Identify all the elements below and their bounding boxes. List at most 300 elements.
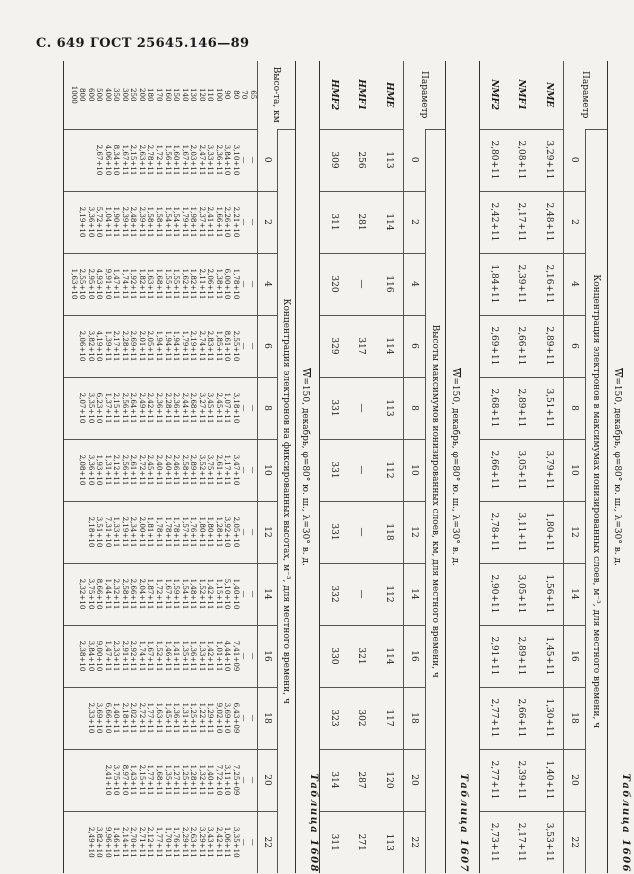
table1608-col-header: 0 bbox=[258, 129, 278, 191]
table-cell: 1,94+11 bbox=[154, 330, 164, 362]
table-cell: 2,66+11 bbox=[480, 439, 508, 501]
table1606-col-header: 16 bbox=[564, 625, 586, 687]
table-cell: 1,80+11 bbox=[536, 501, 564, 563]
table-cell: 2,89+11 bbox=[536, 315, 564, 377]
table-cell: 2,32+10 bbox=[78, 578, 88, 610]
table-cell: 1,36+11 bbox=[172, 702, 182, 734]
table-cell: 2,39+11 bbox=[120, 206, 130, 238]
table-cell: 2,04+11 bbox=[137, 578, 147, 610]
table-cell: 1,46+11 bbox=[112, 826, 122, 858]
table-cell: 6,00+10 bbox=[223, 268, 233, 300]
value-column bbox=[64, 811, 258, 873]
table-cell: 3,43+11 bbox=[206, 826, 216, 858]
table-cell: 1,58+11 bbox=[146, 206, 156, 238]
table-cell: 2,44+11 bbox=[180, 392, 190, 424]
table-cell: — bbox=[240, 652, 250, 660]
table-cell: 117 bbox=[376, 687, 404, 749]
param-name: HMF2 bbox=[320, 61, 348, 129]
table-cell: 331 bbox=[320, 501, 348, 563]
table-cell: 3,35+10 bbox=[231, 826, 241, 858]
table-cell: 2,14+11 bbox=[120, 826, 130, 858]
table-cell: 1,68+11 bbox=[154, 764, 164, 796]
table-cell: 311 bbox=[320, 191, 348, 253]
height-value: 160 bbox=[163, 87, 173, 102]
table-cell: 1,60+11 bbox=[172, 144, 182, 176]
table-cell: 9,96+10 bbox=[103, 826, 113, 858]
table1606-col-header: 4 bbox=[564, 253, 586, 315]
table-1607-header-row bbox=[426, 61, 446, 873]
table-1607-param-header: Параметр bbox=[404, 61, 446, 129]
table1608-col-header: 20 bbox=[258, 749, 278, 811]
table1606-col-header: 22 bbox=[564, 811, 586, 873]
table-1607-col-row bbox=[404, 61, 426, 873]
table-cell: 1,70+11 bbox=[163, 826, 173, 858]
value-column bbox=[64, 501, 258, 563]
table-cell: 2,16+11 bbox=[536, 253, 564, 315]
table-cell: 1,25+11 bbox=[180, 764, 190, 796]
table-1608-param-header: Высо-та, км bbox=[258, 61, 296, 129]
table-cell: 3,11+11 bbox=[508, 501, 536, 563]
value-list bbox=[78, 627, 257, 686]
table-cell: 3,05+11 bbox=[508, 563, 536, 625]
table1607-col-header: 10 bbox=[404, 439, 426, 501]
table-cell: 6,43+09 bbox=[231, 702, 241, 734]
value-column bbox=[64, 687, 258, 749]
table-cell: — bbox=[348, 501, 376, 563]
height-value: 110 bbox=[206, 87, 216, 102]
table-cell: 2,42+11 bbox=[480, 191, 508, 253]
value-column bbox=[64, 563, 258, 625]
table-cell: 1,39+11 bbox=[103, 330, 113, 362]
table-cell: 1,78+11 bbox=[163, 516, 173, 548]
page-header: С. 649 ГОСТ 25645.146—89 bbox=[36, 36, 250, 51]
value-list bbox=[78, 379, 257, 438]
table-cell: 2,70+11 bbox=[129, 826, 139, 858]
height-value: 150 bbox=[172, 87, 182, 102]
value-list bbox=[86, 813, 257, 873]
table-cell: 2,69+11 bbox=[129, 330, 139, 362]
table1607-col-header: 16 bbox=[404, 625, 426, 687]
table1607-col-header: 6 bbox=[404, 315, 426, 377]
table-cell: — bbox=[348, 377, 376, 439]
table1606-col-header: 14 bbox=[564, 563, 586, 625]
height-value: 120 bbox=[197, 87, 207, 102]
table-cell: 2,41+11 bbox=[206, 206, 216, 238]
param-name: NMF2 bbox=[480, 61, 508, 129]
table-cell: 2,68+11 bbox=[480, 377, 508, 439]
table-cell: 1,43+11 bbox=[129, 764, 139, 796]
table-cell: 2,78+11 bbox=[146, 144, 156, 176]
table-cell: — bbox=[240, 342, 250, 350]
table-cell: 2,67+10 bbox=[95, 144, 105, 176]
table-cell: 1,31+11 bbox=[103, 454, 113, 486]
table-cell: 3,18+10 bbox=[231, 392, 241, 424]
table-1608-subtitle-rest: =150, декабрь, φ=80° ю. ш., λ=30° в. д. bbox=[300, 377, 310, 566]
table-cell: 2,77+11 bbox=[480, 749, 508, 811]
table-1608-subtitle bbox=[300, 61, 310, 873]
table-cell: 2,42+11 bbox=[214, 826, 224, 858]
table1608-col-header: 2 bbox=[258, 191, 278, 253]
table-cell: — bbox=[240, 466, 250, 474]
table-cell: 113 bbox=[376, 377, 404, 439]
table-cell: 323 bbox=[320, 687, 348, 749]
table-cell: 1,80+11 bbox=[206, 516, 216, 548]
table-cell: 1,42+11 bbox=[206, 578, 216, 610]
value-list bbox=[86, 689, 257, 748]
table-cell: 1,33+11 bbox=[112, 516, 122, 548]
table-cell: — bbox=[240, 404, 250, 412]
param-name: NMF1 bbox=[516, 79, 527, 111]
table-cell: 1,78+10 bbox=[231, 268, 241, 300]
table-cell: 1,52+11 bbox=[197, 578, 207, 610]
param-name: HMF1 bbox=[356, 79, 367, 111]
table-cell: 8,61+10 bbox=[223, 330, 233, 362]
table-cell: 1,66+11 bbox=[214, 206, 224, 238]
value-list bbox=[78, 193, 257, 252]
table-cell: 1,27+11 bbox=[172, 764, 182, 796]
table-cell: 1,47+11 bbox=[112, 268, 122, 300]
table-cell: 2,92+11 bbox=[129, 640, 139, 672]
table-cell: 2,15+11 bbox=[137, 764, 147, 796]
height-value: 170 bbox=[154, 87, 164, 102]
table-cell: 2,12+11 bbox=[146, 826, 156, 858]
table-cell: 3,84+10 bbox=[86, 640, 96, 672]
table-cell: 2,64+11 bbox=[129, 392, 139, 424]
table-cell: 3,45+11 bbox=[206, 392, 216, 424]
height-value: 800 bbox=[78, 87, 88, 102]
table-cell: 112 bbox=[376, 439, 404, 501]
table-cell: 2,17+11 bbox=[508, 811, 536, 873]
table-cell: 2,36+11 bbox=[172, 392, 182, 424]
table-cell: 2,48+11 bbox=[129, 206, 139, 238]
table-cell: 2,36+11 bbox=[214, 144, 224, 176]
table-cell: — bbox=[249, 776, 258, 784]
table-cell: 2,49+11 bbox=[137, 392, 147, 424]
table-1607-subtitle bbox=[450, 61, 460, 873]
table-cell: 1,37+11 bbox=[103, 392, 113, 424]
height-value: 70 bbox=[240, 90, 250, 100]
table-cell: 112 bbox=[376, 563, 404, 625]
table-cell: 2,39+11 bbox=[508, 253, 536, 315]
table-cell: 1,90+11 bbox=[112, 206, 122, 238]
table-cell: 1,78+11 bbox=[172, 516, 182, 548]
table-1606-param-header: Параметр bbox=[564, 61, 608, 129]
table-1608-header-row bbox=[278, 61, 296, 873]
table-row bbox=[64, 61, 258, 873]
table-cell: 1,76+11 bbox=[172, 826, 182, 858]
param-name: NME bbox=[536, 61, 564, 129]
table-cell: 6,23+10 bbox=[95, 392, 105, 424]
table-cell: 3,27+11 bbox=[197, 392, 207, 424]
table-cell: — bbox=[240, 218, 250, 226]
table-cell: 2,17+11 bbox=[508, 191, 536, 253]
rotated-content bbox=[33, 61, 633, 873]
table-cell: 1,22+11 bbox=[197, 702, 207, 734]
table-1608-subtitle-w: $\overline{W}$ bbox=[300, 368, 310, 378]
table-cell: 3,11+10 bbox=[223, 764, 233, 796]
height-value: 140 bbox=[180, 87, 190, 102]
table-cell: 2,15+11 bbox=[112, 392, 122, 424]
table-cell: 2,28+11 bbox=[120, 330, 130, 362]
table-cell: 113 bbox=[376, 811, 404, 873]
table-cell: 2,74+11 bbox=[197, 330, 207, 362]
table-cell: 3,79+11 bbox=[536, 439, 564, 501]
table1608-col-header: 18 bbox=[258, 687, 278, 749]
height-value: 350 bbox=[112, 87, 122, 102]
table-cell: 3,29+11 bbox=[536, 129, 564, 191]
table-cell: 1,72+11 bbox=[154, 144, 164, 176]
table-cell: 1,79+11 bbox=[180, 330, 190, 362]
table-cell: 3,52+11 bbox=[197, 454, 207, 486]
table-cell: 1,31+11 bbox=[180, 702, 190, 734]
table1607-col-header: 12 bbox=[404, 501, 426, 563]
table-cell: 1,33+11 bbox=[197, 640, 207, 672]
table-cell: 1,98+11 bbox=[189, 206, 199, 238]
height-value: 180 bbox=[146, 87, 156, 102]
table-cell: 1,77+11 bbox=[154, 826, 164, 858]
table1606-col-header: 8 bbox=[564, 377, 586, 439]
table-row bbox=[376, 61, 404, 873]
table1607-col-header: 4 bbox=[404, 253, 426, 315]
table-1606-header-row bbox=[586, 61, 608, 873]
table-1606-subtitle-rest: =150, декабрь, φ=80° ю. ш., λ=30° в. д. bbox=[612, 377, 622, 566]
table-cell: — bbox=[249, 714, 258, 722]
table-cell: 2,95+10 bbox=[86, 268, 96, 300]
table-cell: — bbox=[240, 590, 250, 598]
table-cell: 116 bbox=[376, 253, 404, 315]
value-list bbox=[95, 131, 257, 190]
table-cell: 317 bbox=[348, 315, 376, 377]
table-cell: 1,79+11 bbox=[180, 206, 190, 238]
table-cell: 1,32+11 bbox=[197, 764, 207, 796]
table1606-col-header: 6 bbox=[564, 315, 586, 377]
table-cell: 1,06+11 bbox=[223, 826, 233, 858]
table-cell: — bbox=[249, 838, 258, 846]
table-cell: 2,40+11 bbox=[163, 454, 173, 486]
table-cell: 1,52+11 bbox=[154, 640, 164, 672]
table-cell: 4,44+10 bbox=[223, 640, 233, 672]
table-cell: 2,21+10 bbox=[231, 206, 241, 238]
table-cell: 1,42+11 bbox=[206, 640, 216, 672]
table-cell: 2,03+11 bbox=[189, 144, 199, 176]
table-cell: 5,10+10 bbox=[223, 578, 233, 610]
table-cell: 2,91+11 bbox=[480, 625, 508, 687]
table-cell: 2,56+11 bbox=[120, 392, 130, 424]
table-cell: 2,55+10 bbox=[78, 268, 88, 300]
table-row bbox=[320, 61, 348, 873]
table-cell: 3,33+11 bbox=[206, 144, 216, 176]
table-1607-group-header: Высоты максимумов ионизированных слоев, км, для местного времени, ч bbox=[426, 129, 446, 873]
table-cell: 2,83+11 bbox=[206, 330, 216, 362]
table-cell: 9,02+10 bbox=[214, 702, 224, 734]
table1607-col-header: 8 bbox=[404, 377, 426, 439]
table-cell: 2,37+11 bbox=[197, 206, 207, 238]
value-column bbox=[64, 315, 258, 377]
height-value: 200 bbox=[137, 87, 147, 102]
table-cell: 2,61+11 bbox=[129, 454, 139, 486]
table-cell: 1,28+11 bbox=[189, 764, 199, 796]
table-cell: 118 bbox=[376, 501, 404, 563]
table-cell: 2,39+11 bbox=[508, 749, 536, 811]
table-cell: 2,45+11 bbox=[214, 392, 224, 424]
table-cell: 1,78+11 bbox=[154, 516, 164, 548]
table-cell: 2,68+11 bbox=[189, 392, 199, 424]
table-cell: 2,15+11 bbox=[129, 144, 139, 176]
table-cell: — bbox=[249, 280, 258, 288]
table1608-col-header: 4 bbox=[258, 253, 278, 315]
table-cell: 2,61+11 bbox=[214, 454, 224, 486]
table-1606-col-row bbox=[564, 61, 586, 873]
height-value: 300 bbox=[120, 87, 130, 102]
table-cell: 1,15+11 bbox=[214, 578, 224, 610]
table-cell: 1,84+11 bbox=[480, 253, 508, 315]
table-1608 bbox=[63, 61, 296, 873]
table-cell: 2,05+11 bbox=[146, 330, 156, 362]
table-cell: 1,07+11 bbox=[223, 392, 233, 424]
table-cell: — bbox=[249, 218, 258, 226]
table1608-col-header: 8 bbox=[258, 377, 278, 439]
table-cell: — bbox=[348, 563, 376, 625]
table-cell: 8,97+10 bbox=[120, 764, 130, 796]
table-cell: 2,36+11 bbox=[154, 392, 164, 424]
table-cell: 2,66+11 bbox=[508, 315, 536, 377]
table-cell: 2,48+11 bbox=[536, 191, 564, 253]
table-cell: 3,51+10 bbox=[95, 516, 105, 548]
table-cell: 9,91+10 bbox=[103, 268, 113, 300]
table-cell: 2,01+11 bbox=[137, 330, 147, 362]
table-cell: 2,69+11 bbox=[480, 315, 508, 377]
table-cell: 1,40+10 bbox=[231, 578, 241, 610]
table-cell: 5,72+10 bbox=[95, 206, 105, 238]
table-1607-subtitle-rest: =150, декабрь, φ=80° ю. ш., λ=30° в. д. bbox=[450, 377, 460, 566]
table-cell: 309 bbox=[320, 129, 348, 191]
table-cell: — bbox=[249, 404, 258, 412]
table-cell: 3,92+10 bbox=[223, 516, 233, 548]
table-cell: 1,77+11 bbox=[146, 764, 156, 796]
table-cell: 2,72+11 bbox=[137, 454, 147, 486]
table-1608-caption: Таблица 1608 bbox=[308, 773, 319, 873]
table1606-col-header: 10 bbox=[564, 439, 586, 501]
height-value: 65 bbox=[249, 90, 258, 100]
table-cell: — bbox=[249, 466, 258, 474]
table-cell: 2,58+11 bbox=[120, 578, 130, 610]
table-cell: 1,04+11 bbox=[103, 206, 113, 238]
value-column bbox=[64, 253, 258, 315]
table-cell: — bbox=[348, 439, 376, 501]
table-cell: 8,66+10 bbox=[95, 578, 105, 610]
table1606-col-header: 2 bbox=[564, 191, 586, 253]
table-cell: 1,38+11 bbox=[214, 268, 224, 300]
table-cell: — bbox=[240, 156, 250, 164]
table-cell: 2,89+11 bbox=[508, 377, 536, 439]
table-cell: 114 bbox=[376, 315, 404, 377]
table-cell: 1,63+10 bbox=[69, 268, 79, 300]
table-cell: 2,66+11 bbox=[129, 578, 139, 610]
table-cell: 2,19+11 bbox=[189, 330, 199, 362]
table-cell: 320 bbox=[320, 253, 348, 315]
table-cell: 2,63+11 bbox=[189, 826, 199, 858]
table1606-col-header: 18 bbox=[564, 687, 586, 749]
table-cell: 2,58+11 bbox=[180, 454, 190, 486]
table-cell: 4,19+10 bbox=[95, 330, 105, 362]
table-cell: 1,85+11 bbox=[214, 330, 224, 362]
table-cell: 113 bbox=[376, 129, 404, 191]
table-cell: 1,36+11 bbox=[189, 640, 199, 672]
table-cell: 3,53+11 bbox=[536, 811, 564, 873]
table1608-col-header: 12 bbox=[258, 501, 278, 563]
table-cell: 3,69+10 bbox=[95, 702, 105, 734]
table1608-col-header: 10 bbox=[258, 439, 278, 501]
table-cell: 114 bbox=[376, 625, 404, 687]
table-cell: 3,47+10 bbox=[231, 454, 241, 486]
value-column bbox=[64, 129, 258, 191]
value-column bbox=[64, 377, 258, 439]
table1606-col-header: 20 bbox=[564, 749, 586, 811]
table-cell: 7,72+10 bbox=[214, 764, 224, 796]
table1608-col-header: 22 bbox=[258, 811, 278, 873]
table-cell: 3,10+10 bbox=[231, 144, 241, 176]
table-cell: 3,69+10 bbox=[223, 702, 233, 734]
table-cell: 6,66+10 bbox=[103, 702, 113, 734]
table-cell: — bbox=[240, 838, 250, 846]
table-cell: 321 bbox=[348, 625, 376, 687]
value-column bbox=[64, 749, 258, 811]
table-cell: 2,55+10 bbox=[231, 330, 241, 362]
table-cell: 2,26+10 bbox=[223, 206, 233, 238]
value-list bbox=[86, 503, 257, 562]
table-cell: 2,19+11 bbox=[120, 516, 130, 548]
table1607-col-header: 20 bbox=[404, 749, 426, 811]
table-cell: 3,51+11 bbox=[536, 377, 564, 439]
table-cell: 1,45+11 bbox=[536, 625, 564, 687]
table-cell: 1,81+11 bbox=[146, 516, 156, 548]
table1608-col-header: 14 bbox=[258, 563, 278, 625]
table-cell: 2,34+11 bbox=[129, 516, 139, 548]
table-cell: 2,19+10 bbox=[78, 206, 88, 238]
table-cell: 311 bbox=[320, 811, 348, 873]
table-cell: 2,63+11 bbox=[137, 144, 147, 176]
table-cell: 2,77+11 bbox=[480, 687, 508, 749]
table-cell: 1,40+11 bbox=[112, 702, 122, 734]
table-cell: 1,72+11 bbox=[154, 578, 164, 610]
table-cell: 2,39+11 bbox=[137, 206, 147, 238]
table-cell: 1,46+11 bbox=[163, 640, 173, 672]
height-value: 500 bbox=[95, 87, 105, 102]
table-1606-group-header: Концентрация электронов в максимумах ионизированных слоев, м⁻³, для местного времени, ч bbox=[586, 129, 608, 873]
table-cell: 1,55+11 bbox=[172, 268, 182, 300]
table-cell: 1,56+11 bbox=[536, 563, 564, 625]
table-cell: 1,94+11 bbox=[163, 330, 173, 362]
table-cell: 1,40+11 bbox=[206, 764, 216, 796]
value-column bbox=[64, 439, 258, 501]
table-cell: 3,75+10 bbox=[112, 764, 122, 796]
table-cell: 2,40+11 bbox=[154, 454, 164, 486]
height-value: 400 bbox=[103, 87, 113, 102]
table-cell: — bbox=[240, 280, 250, 288]
value-column bbox=[64, 191, 258, 253]
table-cell: 329 bbox=[320, 315, 348, 377]
table-cell: 4,06+10 bbox=[103, 144, 113, 176]
table-cell: 114 bbox=[376, 191, 404, 253]
table-cell: 2,33+11 bbox=[112, 640, 122, 672]
table-cell: — bbox=[249, 652, 258, 660]
table-cell: 1,67+11 bbox=[163, 578, 173, 610]
table-cell: 2,29+11 bbox=[180, 826, 190, 858]
table-cell: 1,93+10 bbox=[95, 454, 105, 486]
table-1606-subtitle bbox=[612, 61, 622, 873]
height-value: 130 bbox=[189, 87, 199, 102]
height-value: 100 bbox=[214, 87, 224, 102]
